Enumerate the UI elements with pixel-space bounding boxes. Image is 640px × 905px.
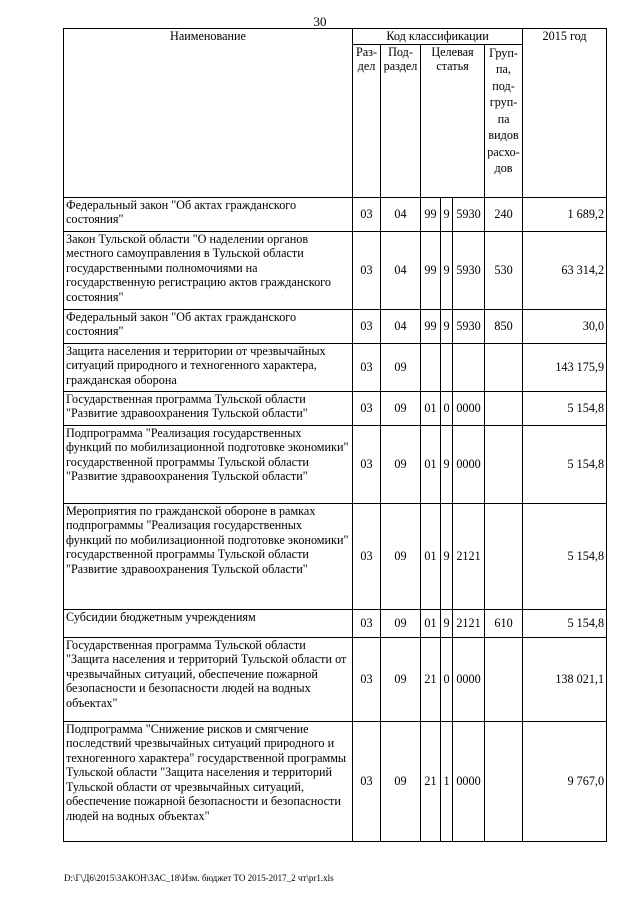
cell-name: Защита населения и территории от чрезвычайных ситуаций природного и техногенного характера, гражданская оборона (64, 343, 353, 391)
cell-t2: 9 (441, 309, 453, 343)
cell-pr: 09 (381, 425, 421, 503)
cell-t2: 9 (441, 231, 453, 309)
cell-vr (485, 391, 523, 425)
cell-pr: 09 (381, 391, 421, 425)
header-expense-group: Груп- па, под- груп- па видов расхо- дов (485, 44, 523, 197)
cell-rz: 03 (353, 609, 381, 637)
cell-t3: 2121 (453, 609, 485, 637)
cell-t2: 9 (441, 197, 453, 231)
table-row (64, 309, 607, 343)
cell-t3: 5930 (453, 309, 485, 343)
header-razdel: Раз- дел (353, 44, 381, 197)
page-number: 30 (313, 14, 327, 29)
table-header (64, 29, 607, 198)
cell-amount: 5 154,8 (523, 503, 607, 609)
cell-pr: 09 (381, 721, 421, 841)
cell-t3: 5930 (453, 197, 485, 231)
header-target-article: Целевая статья (421, 44, 485, 197)
cell-name: Государственная программа Тульской области "Защита населения и территорий Тульской области от чрезвычайных ситуаций, обеспечение пожарной безопасности и безопасности людей на водных объектах" (64, 637, 353, 721)
cell-name: Субсидии бюджетным учреждениям (64, 609, 353, 637)
cell-t2: 9 (441, 503, 453, 609)
cell-vr (485, 503, 523, 609)
cell-t1: 99 (421, 309, 441, 343)
cell-t1: 01 (421, 391, 441, 425)
cell-vr: 610 (485, 609, 523, 637)
table-row (64, 721, 607, 841)
cell-pr: 09 (381, 343, 421, 391)
cell-t1: 01 (421, 609, 441, 637)
cell-amount: 9 767,0 (523, 721, 607, 841)
cell-amount: 1 689,2 (523, 197, 607, 231)
cell-t1: 99 (421, 231, 441, 309)
header-year: 2015 год (523, 29, 607, 198)
cell-rz: 03 (353, 391, 381, 425)
cell-rz: 03 (353, 721, 381, 841)
cell-amount: 5 154,8 (523, 609, 607, 637)
file-path-footer: D:\Г\Д6\2015\ЗАКОН\ЗАС_18\Изм. бюджет ТО 2015-2017_2 чт\pr1.xls (64, 873, 334, 883)
cell-t3: 0000 (453, 425, 485, 503)
header-podrazdel: Под- раздел (381, 44, 421, 197)
cell-pr: 09 (381, 637, 421, 721)
cell-vr (485, 637, 523, 721)
cell-amount: 30,0 (523, 309, 607, 343)
cell-t1: 99 (421, 197, 441, 231)
cell-t1: 01 (421, 503, 441, 609)
cell-t3: 0000 (453, 637, 485, 721)
cell-t2 (441, 343, 453, 391)
cell-rz: 03 (353, 309, 381, 343)
cell-t2: 0 (441, 391, 453, 425)
cell-t1: 01 (421, 425, 441, 503)
cell-t1 (421, 343, 441, 391)
cell-t2: 9 (441, 609, 453, 637)
cell-rz: 03 (353, 503, 381, 609)
cell-t2: 1 (441, 721, 453, 841)
cell-amount: 63 314,2 (523, 231, 607, 309)
cell-t3 (453, 343, 485, 391)
table-row (64, 609, 607, 637)
table-row (64, 343, 607, 391)
cell-pr: 09 (381, 609, 421, 637)
cell-name: Государственная программа Тульской области "Развитие здравоохранения Тульской области" (64, 391, 353, 425)
cell-rz: 03 (353, 231, 381, 309)
budget-table (63, 28, 607, 842)
cell-pr: 04 (381, 309, 421, 343)
table-row (64, 231, 607, 309)
table-row (64, 391, 607, 425)
cell-t3: 2121 (453, 503, 485, 609)
cell-pr: 09 (381, 503, 421, 609)
cell-t3: 0000 (453, 721, 485, 841)
cell-vr (485, 343, 523, 391)
cell-name: Подпрограмма "Снижение рисков и смягчение последствий чрезвычайных ситуаций природного и техногенного характера" государственной программы Тульской области "Защита населения и территорий Тульской области от чрезвычайных ситуаций, обеспечение пожарной безопасности и безопасности людей на водных объектах" (64, 721, 353, 841)
cell-rz: 03 (353, 343, 381, 391)
cell-amount: 138 021,1 (523, 637, 607, 721)
cell-amount: 5 154,8 (523, 391, 607, 425)
cell-t2: 0 (441, 637, 453, 721)
table-row (64, 503, 607, 609)
cell-name: Подпрограмма "Реализация государственных функций по мобилизационной подготовке экономики" государственной программы Тульской области "Развитие здравоохранения Тульской области" (64, 425, 353, 503)
cell-t3: 0000 (453, 391, 485, 425)
cell-t1: 21 (421, 637, 441, 721)
table-row (64, 425, 607, 503)
cell-t1: 21 (421, 721, 441, 841)
cell-name: Закон Тульской области "О наделении органов местного самоуправления в Тульской области государственными полномочиями на государственную регистрацию актов гражданского состояния" (64, 231, 353, 309)
header-code-group: Код классификации (353, 29, 523, 45)
cell-name: Мероприятия по гражданской обороне в рамках подпрограммы "Реализация государственных функций по мобилизационной подготовке экономики" государственной программы Тульской области "Развитие здравоохранения Тульской области" (64, 503, 353, 609)
cell-vr: 530 (485, 231, 523, 309)
cell-name: Федеральный закон "Об актах гражданского состояния" (64, 197, 353, 231)
cell-name: Федеральный закон "Об актах гражданского состояния" (64, 309, 353, 343)
cell-vr (485, 425, 523, 503)
cell-pr: 04 (381, 231, 421, 309)
cell-rz: 03 (353, 197, 381, 231)
table-body (64, 197, 607, 841)
cell-amount: 5 154,8 (523, 425, 607, 503)
cell-rz: 03 (353, 637, 381, 721)
cell-pr: 04 (381, 197, 421, 231)
cell-amount: 143 175,9 (523, 343, 607, 391)
cell-vr (485, 721, 523, 841)
cell-vr: 240 (485, 197, 523, 231)
cell-rz: 03 (353, 425, 381, 503)
table-row (64, 197, 607, 231)
cell-t2: 9 (441, 425, 453, 503)
cell-vr: 850 (485, 309, 523, 343)
header-name: Наименование (64, 29, 353, 198)
table-row (64, 637, 607, 721)
cell-t3: 5930 (453, 231, 485, 309)
